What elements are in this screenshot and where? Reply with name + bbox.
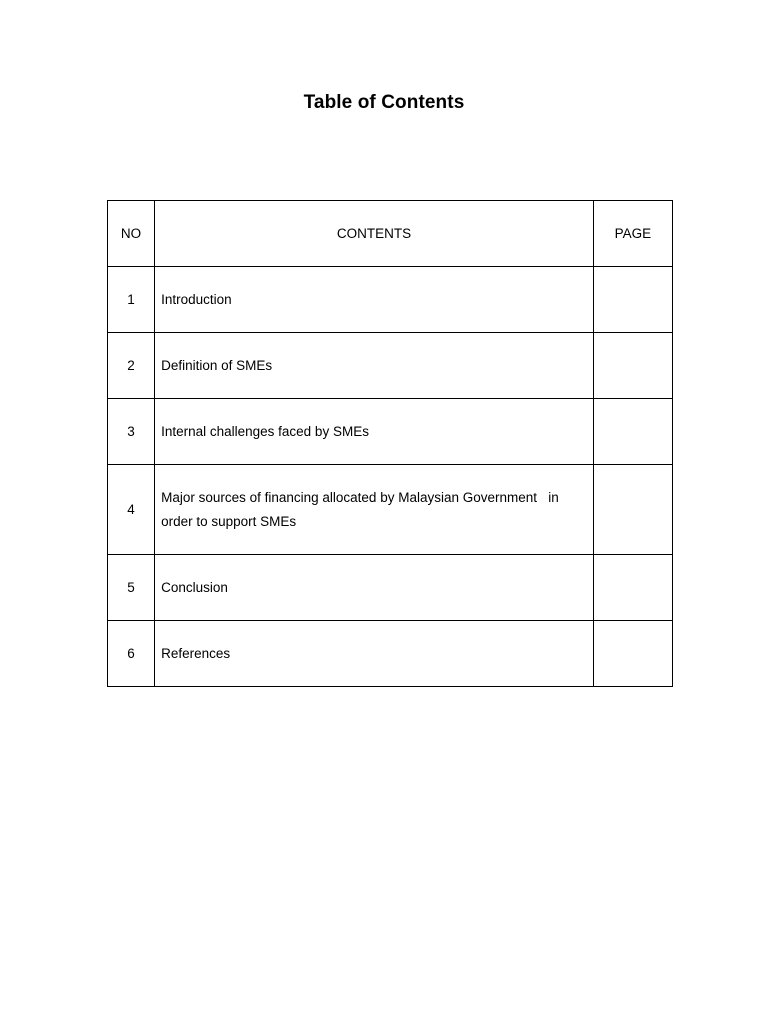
toc-table <box>107 200 673 687</box>
row-page <box>593 621 672 687</box>
row-page <box>593 555 672 621</box>
row-contents: References <box>155 621 594 687</box>
header-contents: CONTENTS <box>155 201 594 267</box>
row-contents: Introduction <box>155 267 594 333</box>
row-contents: Major sources of financing allocated by Malaysian Government in order to support SMEs <box>155 465 594 555</box>
row-contents: Conclusion <box>155 555 594 621</box>
page-title: Table of Contents <box>303 92 465 113</box>
header-no: NO <box>108 201 155 267</box>
table-row <box>108 555 673 621</box>
row-number: 2 <box>108 333 155 399</box>
row-number: 4 <box>108 465 155 555</box>
table-row <box>108 267 673 333</box>
row-contents: Internal challenges faced by SMEs <box>155 399 594 465</box>
table-row <box>108 621 673 687</box>
row-number: 1 <box>108 267 155 333</box>
header-page: PAGE <box>593 201 672 267</box>
row-page <box>593 333 672 399</box>
table-row <box>108 333 673 399</box>
table-header-row <box>108 201 673 267</box>
table-row <box>108 465 673 555</box>
row-page <box>593 399 672 465</box>
row-number: 3 <box>108 399 155 465</box>
row-page <box>593 267 672 333</box>
row-contents: Definition of SMEs <box>155 333 594 399</box>
row-number: 5 <box>108 555 155 621</box>
row-number: 6 <box>108 621 155 687</box>
table-row <box>108 399 673 465</box>
row-page <box>593 465 672 555</box>
